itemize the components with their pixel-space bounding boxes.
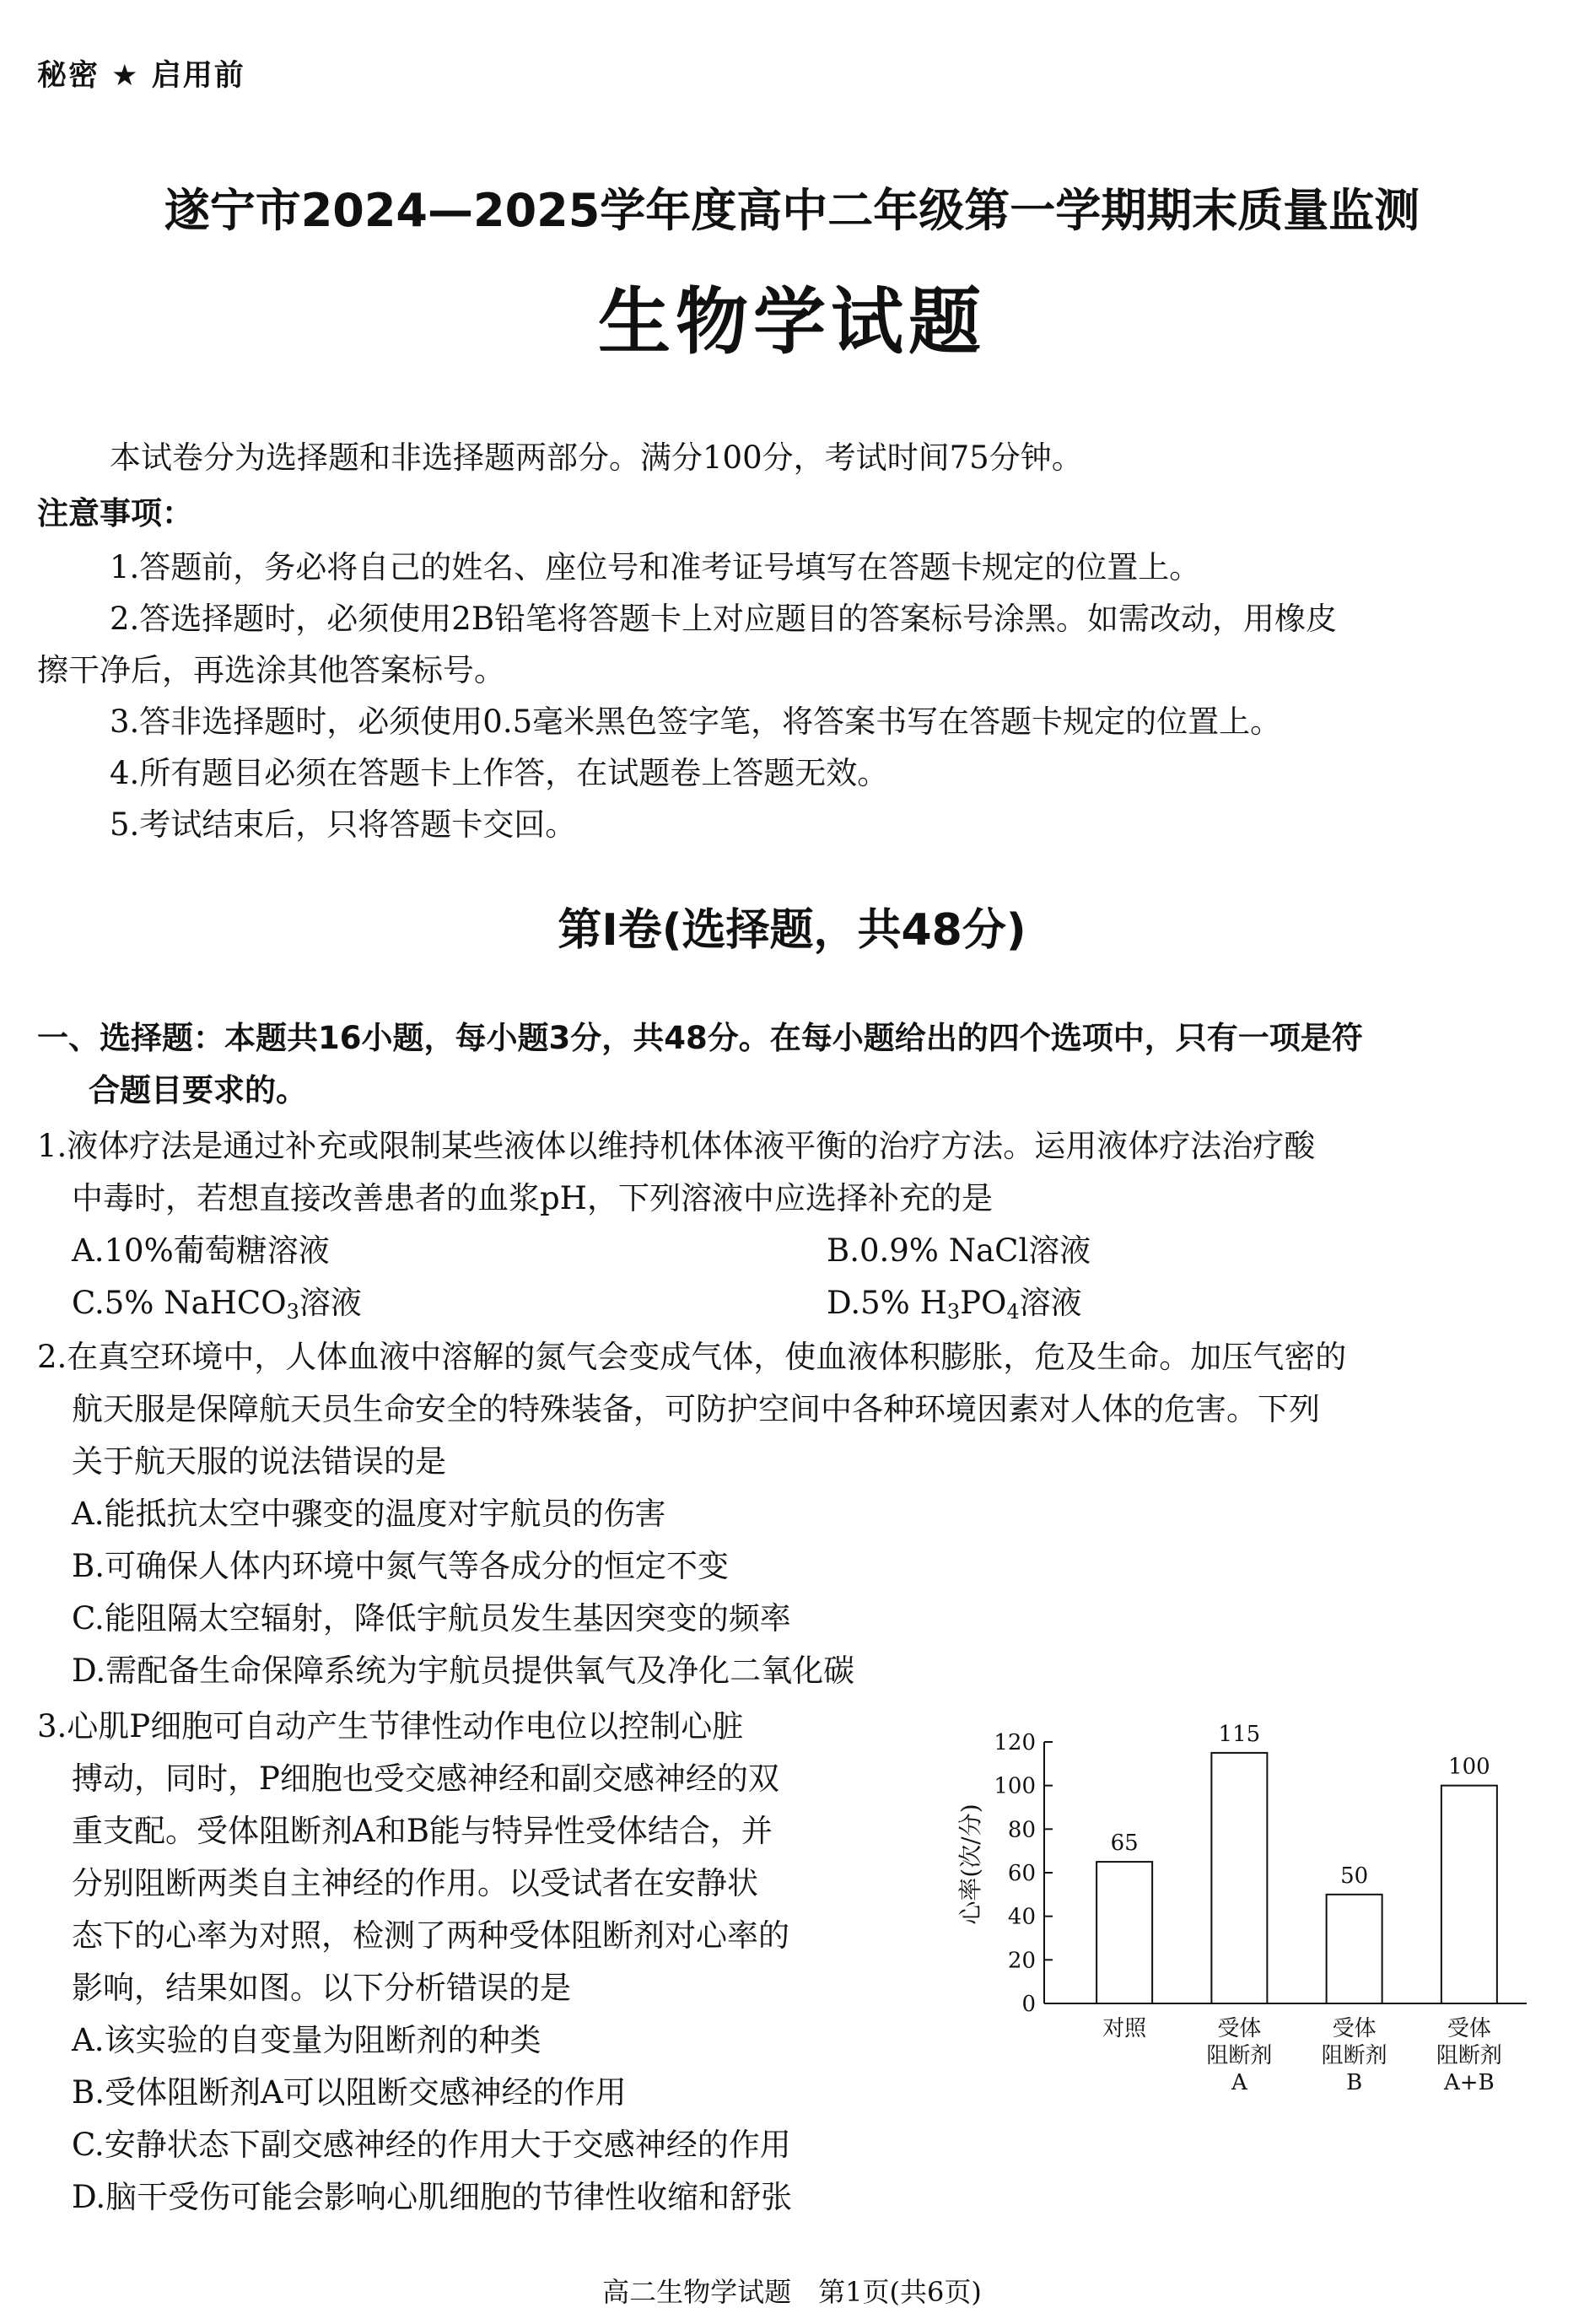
note-item: 4.所有题目必须在答题卡上作答，在试题卷上答题无效。	[110, 755, 889, 791]
category-label: 对照	[1102, 2016, 1147, 2041]
y-tick-label: 80	[1007, 1817, 1036, 1843]
q1-stem-cont: 中毒时，若想直接改善患者的血浆pH，下列溶液中应选择补充的是	[72, 1180, 993, 1216]
y-tick-label: 60	[1007, 1861, 1036, 1886]
confidential-mark: 秘密 ★ 启用前	[37, 59, 245, 93]
bar-value-label: 100	[1448, 1754, 1490, 1780]
part-heading: 一、选择题：本题共16小题，每小题3分，共48分。在每小题给出的四个选项中，只有一项是符	[37, 1020, 1363, 1056]
q1-option-c: C.5% NaHCO$_3$溶液	[72, 1285, 362, 1324]
category-label: 阻断剂	[1436, 2043, 1502, 2068]
note-item: 2.答选择题时，必须使用2B铅笔将答题卡上对应题目的答案标号涂黑。如需改动，用橡皮	[110, 601, 1338, 637]
q2-stem: 2.在真空环境中，人体血液中溶解的氮气会变成气体，使血液体积膨胀，危及生命。加压气密的	[37, 1339, 1347, 1375]
q2-option-a: A.能抵抗太空中骤变的温度对宇航员的伤害	[72, 1496, 666, 1532]
category-label: B	[1346, 2070, 1363, 2095]
y-axis-label: 心率(次/分)	[956, 1804, 984, 1925]
page-footer: 高二生物学试题 第1页(共6页)	[602, 2276, 982, 2308]
bar	[1211, 1753, 1267, 2003]
category-label: 受体	[1447, 2016, 1491, 2041]
q2-option-b: B.可确保人体内环境中氮气等各成分的恒定不变	[72, 1548, 729, 1584]
category-label: 受体	[1332, 2016, 1377, 2041]
q1-option-a: A.10%葡萄糖溶液	[72, 1232, 330, 1269]
q3-option-c: C.安静状态下副交感神经的作用大于交感神经的作用	[72, 2127, 791, 2163]
exam-title: 遂宁市2024—2025学年度高中二年级第一学期期末质量监测	[164, 184, 1420, 237]
category-label: 阻断剂	[1206, 2043, 1273, 2068]
bar-value-label: 115	[1218, 1721, 1261, 1747]
q1-option-d: D.5% $H_3PO_4$溶液	[827, 1285, 1082, 1324]
q3-stem-cont: 态下的心率为对照，检测了两种受体阻断剂对心率的	[72, 1917, 789, 1954]
section-title: 第Ⅰ卷(选择题，共48分)	[558, 905, 1026, 956]
subject-title: 生物学试题	[598, 280, 986, 364]
q1-option-b: B.0.9% NaCl溶液	[827, 1232, 1091, 1269]
q2-option-d: D.需配备生命保障系统为宇航员提供氧气及净化二氧化碳	[72, 1653, 855, 1689]
bar	[1096, 1862, 1152, 2003]
y-tick-label: 0	[1021, 1992, 1036, 2017]
y-tick-label: 20	[1007, 1948, 1036, 1974]
note-item: 1.答题前，务必将自己的姓名、座位号和准考证号填写在答题卡规定的位置上。	[110, 549, 1201, 585]
q2-stem-cont: 关于航天服的说法错误的是	[72, 1443, 446, 1480]
category-label: 受体	[1217, 2016, 1262, 2041]
category-label: A+B	[1444, 2070, 1495, 2095]
notes-heading: 注意事项：	[37, 495, 193, 531]
q3-stem-cont: 分别阻断两类自主神经的作用。以受试者在安静状	[72, 1865, 758, 1901]
bar	[1327, 1895, 1382, 2003]
y-tick-label: 100	[994, 1773, 1036, 1799]
bar-value-label: 65	[1110, 1831, 1139, 1857]
y-tick-label: 120	[994, 1730, 1036, 1755]
note-item: 3.答非选择题时，必须使用0.5毫米黑色签字笔，将答案书写在答题卡规定的位置上。	[110, 704, 1282, 740]
q3-stem-cont: 影响，结果如图。以下分析错误的是	[72, 1970, 571, 2006]
bar-value-label: 50	[1340, 1863, 1369, 1889]
intro-text: 本试卷分为选择题和非选择题两部分。满分100分，考试时间75分钟。	[110, 439, 1083, 476]
q3-option-b: B.受体阻断剂A可以阻断交感神经的作用	[72, 2074, 627, 2111]
heart-rate-bar-chart	[945, 1696, 1535, 2134]
category-label: A	[1231, 2070, 1247, 2095]
note-item: 擦干净后，再选涂其他答案标号。	[37, 652, 505, 688]
y-tick-label: 40	[1007, 1904, 1036, 1930]
category-label: 阻断剂	[1321, 2043, 1387, 2068]
part-heading-cont: 合题目要求的。	[89, 1072, 307, 1108]
bar	[1441, 1786, 1497, 2003]
q2-option-c: C.能阻隔太空辐射，降低宇航员发生基因突变的频率	[72, 1600, 791, 1637]
q2-stem-cont: 航天服是保障航天员生命安全的特殊装备，可防护空间中各种环境因素对人体的危害。下列	[72, 1391, 1320, 1427]
q3-stem-cont: 搏动，同时，P细胞也受交感神经和副交感神经的双	[72, 1761, 779, 1797]
q3-stem: 3.心肌P细胞可自动产生节律性动作电位以控制心脏	[37, 1708, 744, 1744]
q3-option-d: D.脑干受伤可能会影响心肌细胞的节律性收缩和舒张	[72, 2179, 793, 2215]
note-item: 5.考试结束后，只将答题卡交回。	[110, 806, 577, 843]
q3-stem-cont: 重支配。受体阻断剂A和B能与特异性受体结合，并	[72, 1813, 773, 1849]
q3-option-a: A.该实验的自变量为阻断剂的种类	[72, 2022, 541, 2058]
q1-stem: 1.液体疗法是通过补充或限制某些液体以维持机体体液平衡的治疗方法。运用液体疗法治疗酸	[37, 1128, 1316, 1164]
